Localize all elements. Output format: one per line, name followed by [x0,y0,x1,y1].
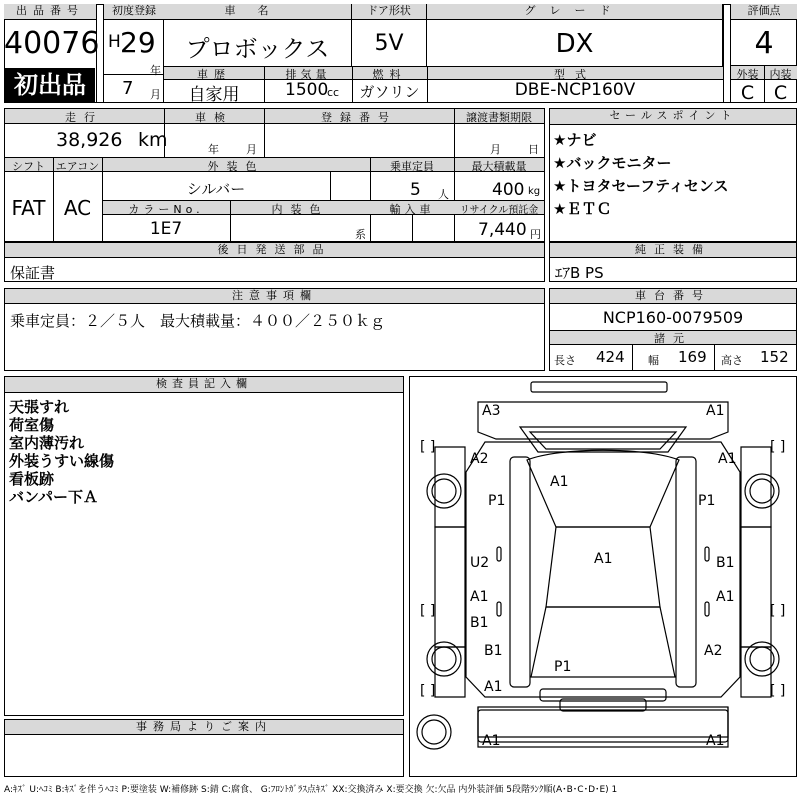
shift-type: FAT [11,196,46,220]
transfer-deadline-label: 譲渡書類期限 [466,111,532,124]
damage-mark: A3 [482,403,501,419]
car-history: 自家用 [188,85,240,105]
year-unit: 年 [150,64,161,77]
inspection-label: 車検 [195,111,233,124]
mileage: 38,926 [56,129,123,151]
model-code: DBE-NCP160V [514,80,636,100]
genuine-equipment-value: ｴｱB PS [555,264,604,282]
inspector-note-line: 荷室傷 [9,416,55,434]
office-notes-block [4,719,404,777]
recycle-label: リサイクル預託金 [459,205,539,216]
bracket-right-front: [ ] [770,439,786,455]
overall-score: 4 [754,26,774,61]
score-cell [730,4,797,103]
mileage-unit: km [138,129,168,151]
grade-cell [427,4,723,66]
capacity: 5 [410,180,421,200]
damage-mark: U2 [470,555,490,571]
damage-mark: A2 [704,643,723,659]
inspection-month-unit: 月 [246,143,257,156]
displacement: 1500 [285,80,329,100]
exterior-color-label: 外装色 [207,160,265,173]
sales-points-block [549,108,797,242]
inspector-note-line: 天張すれ [9,398,70,416]
damage-diagram [409,376,797,777]
damage-mark: B1 [470,615,489,631]
inspection-year-unit: 年 [208,143,219,156]
sales-point-item: ★ナビ [553,131,597,149]
max-load-unit: kg [528,186,541,197]
first-listing-badge: 初出品 [5,68,95,102]
chassis-block [549,288,797,371]
grade-label: グレード [427,4,722,20]
length-label: 長さ [554,354,576,367]
sales-point-item: ★バックモニター [553,154,672,172]
inspector-note-line: 看板跡 [9,470,55,488]
aircon-label: エアコン [55,160,100,173]
color-number-label: カラーNo. [128,203,204,216]
inspector-notes-label: 検査員記入欄 [5,377,403,393]
damage-mark: A2 [470,451,489,467]
car-name: プロボックス [185,35,330,63]
height: 152 [760,348,789,366]
car-name-cell [164,4,352,66]
grade: DX [555,29,594,59]
width: 169 [678,348,707,366]
length: 424 [596,348,625,366]
bracket-right-rear: [ ] [770,603,786,619]
fuel: ガソリン [359,83,420,101]
lot-number-label: 出品番号 [4,4,96,20]
transfer-month-unit: 月 [490,143,501,156]
bracket-left-rear: [ ] [420,603,436,619]
recycle-unit: 円 [530,228,541,241]
import-label: 輸入車 [389,203,435,216]
chassis-number: NCP160-0079509 [602,308,744,327]
model-code-label: 型式 [554,68,596,81]
damage-mark: A1 [716,589,735,605]
inspector-note-line: バンパー下Ａ [9,488,98,506]
damage-mark: P1 [554,659,572,675]
shift-label: シフト [12,160,45,173]
width-label: 幅 [648,354,659,367]
door-cell [352,4,427,66]
later-parts-label: 後日発送部品 [5,243,544,258]
exterior-label: 外装 [736,68,759,81]
damage-mark: P1 [488,493,506,509]
damage-mark: A1 [706,403,725,419]
spec-label: 諸元 [654,332,692,345]
max-load-label: 最大積載量 [471,160,527,173]
interior-color-label: 内装色 [271,203,329,216]
lot-number-cell [4,4,100,103]
damage-mark: P1 [698,493,716,509]
capacity-unit: 人 [438,188,449,201]
recycle-deposit: 7,440 [478,220,527,240]
office-notes-label: 事務局よりご案内 [5,720,403,735]
bracket-left-bottom: [ ] [420,683,436,699]
max-load: 400 [492,180,525,200]
damage-mark: B1 [716,555,735,571]
damage-code-legend: A:ｷｽﾞ U:ﾍｺﾐ B:ｷｽﾞを伴うﾍｺﾐ P:要塗装 W:補修跡 S:錆 C:腐食、 G:ﾌﾛﾝﾄｶﾞﾗｽ点ｷｽﾞ XX:交換済み X:要交換 欠:欠品 内外装評価 5段階ﾗﾝｸ順(A･B･C･D･E) 1 [4,785,618,795]
genuine-equipment-block [549,242,797,282]
sales-points-label: セールスポイント [550,109,796,125]
inspector-notes-block [4,376,404,716]
genuine-equipment-label: 純正装備 [550,243,796,258]
color-number: 1E7 [149,219,183,239]
bracket-left-front: [ ] [420,439,436,455]
history-label: 車歴 [197,68,231,81]
interior-color-unit: 系 [355,228,366,241]
displacement-label: 排気量 [285,68,331,81]
transfer-day-unit: 日 [528,143,539,156]
later-parts-block [4,242,545,282]
height-label: 高さ [721,354,743,367]
sales-point-item: ★トヨタセーフティセンス [553,177,729,195]
damage-mark: A1 [706,733,725,749]
car-name-label: 車名 [164,4,351,20]
exterior-score: C [740,82,755,104]
bracket-right-bottom: [ ] [770,683,786,699]
sales-point-item: ★ＥＴＣ [553,200,612,218]
era-letter: H [108,32,121,52]
interior-score: C [773,82,788,104]
notes-value: 乗車定員：２／５人 最大積載量：４００／２５０ｋｇ [10,312,386,330]
lot-number: 40076 [4,26,100,61]
registration-number-label: 登録番号 [321,111,397,124]
interior-label: 内装 [769,68,792,81]
mileage-label: 走行 [65,111,103,124]
door-type: 5V [374,31,404,56]
damage-mark: A1 [594,551,613,567]
fuel-label: 燃料 [372,68,407,81]
registration-year: 29 [120,26,156,59]
first-registration-cell [103,4,164,103]
month-unit: 月 [150,88,161,101]
damage-mark: A1 [470,589,489,605]
door-label: ドア形状 [352,4,426,20]
inspector-note-line: 室内薄汚れ [9,434,85,452]
inspector-note-line: 外装うすい線傷 [9,452,115,470]
displacement-unit: cc [327,86,340,99]
chassis-label: 車台番号 [550,289,796,304]
damage-mark: A1 [718,451,737,467]
damage-mark: A1 [482,733,501,749]
first-registration-label: 初度登録 [104,4,164,20]
notes-block [4,288,545,371]
later-parts-value: 保証書 [10,264,56,282]
aircon-type: AC [63,196,92,220]
exterior-color: シルバー [186,180,246,198]
car-outline-diagram [410,377,796,776]
notes-label: 注意事項欄 [5,289,544,304]
score-label: 評価点 [731,4,797,20]
registration-month: 7 [122,78,134,99]
damage-mark: A1 [550,474,569,490]
damage-mark: A1 [484,679,503,695]
capacity-label: 乗車定員 [390,160,434,173]
damage-mark: B1 [484,643,503,659]
